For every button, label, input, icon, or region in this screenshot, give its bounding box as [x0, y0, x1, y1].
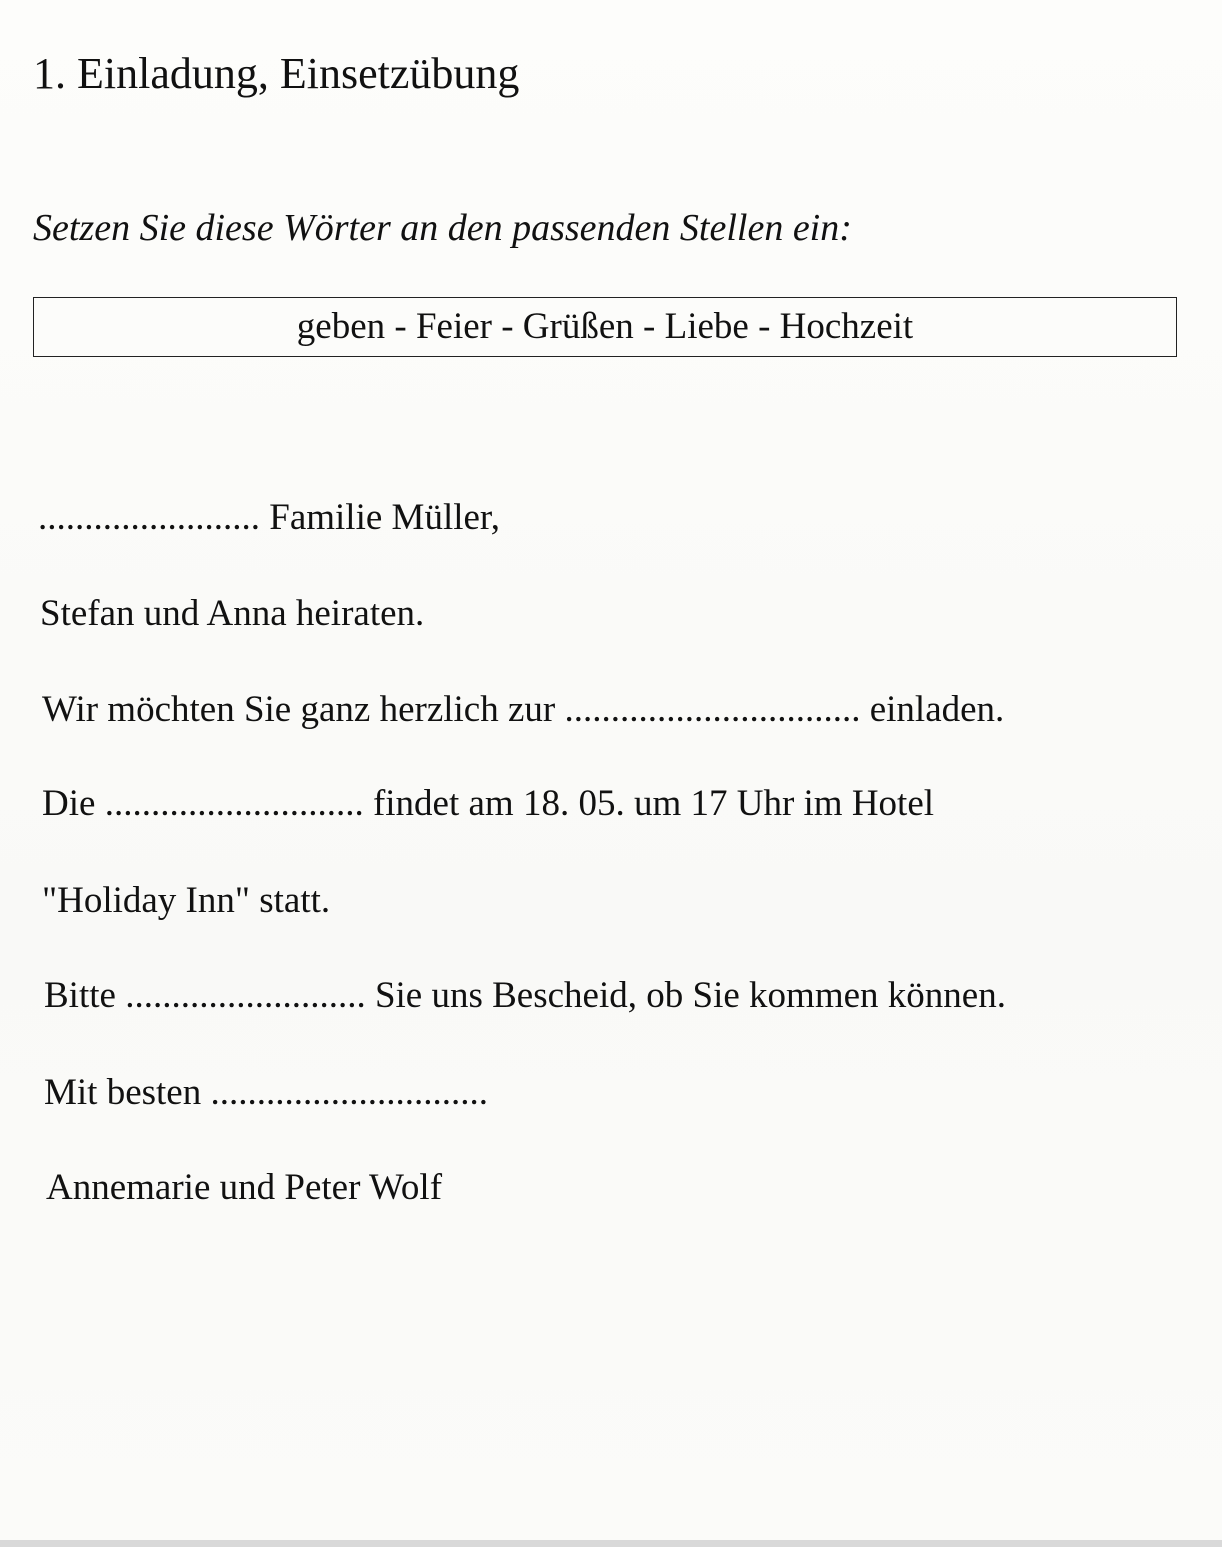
line3-after: einladen. — [860, 689, 1005, 730]
line6-after: Sie uns Bescheid, ob Sie kommen können. — [365, 975, 1006, 1016]
blank-event[interactable]: ............................ — [104, 783, 364, 824]
letter-line-6 — [44, 970, 1006, 1022]
blank-greeting[interactable]: ........................ — [38, 497, 260, 538]
letter-greeting-line — [38, 492, 500, 544]
line3-before: Wir möchten Sie ganz herzlich zur — [42, 689, 565, 730]
word-bank-box — [33, 297, 1177, 357]
letter-line-2: Stefan und Anna heiraten. — [40, 593, 425, 634]
word-bank-text: geben - Feier - Grüßen - Liebe - Hochzeit — [296, 306, 914, 347]
line4-after: findet am 18. 05. um 17 Uhr im Hotel — [363, 783, 935, 824]
letter-line-4 — [42, 778, 934, 830]
letter-signature-line: Annemarie und Peter Wolf — [46, 1167, 443, 1208]
blank-closing[interactable]: .............................. — [210, 1072, 488, 1113]
exercise-title: 1. Einladung, Einsetzübung — [33, 49, 520, 98]
exercise-instruction: Setzen Sie diese Wörter an den passenden Stellen ein: — [33, 207, 852, 249]
blank-verb[interactable]: .......................... — [125, 975, 366, 1016]
greeting-text: Familie Müller, — [260, 497, 501, 538]
line7-before: Mit besten — [44, 1072, 211, 1113]
letter-line-3 — [42, 684, 1004, 736]
letter-closing-line — [44, 1067, 488, 1119]
blank-invitation[interactable]: ................................ — [564, 689, 861, 730]
line6-before: Bitte — [44, 975, 126, 1016]
line4-before: Die — [42, 783, 105, 824]
letter-line-5: "Holiday Inn" statt. — [42, 880, 331, 921]
page-bottom-edge — [0, 1540, 1222, 1547]
